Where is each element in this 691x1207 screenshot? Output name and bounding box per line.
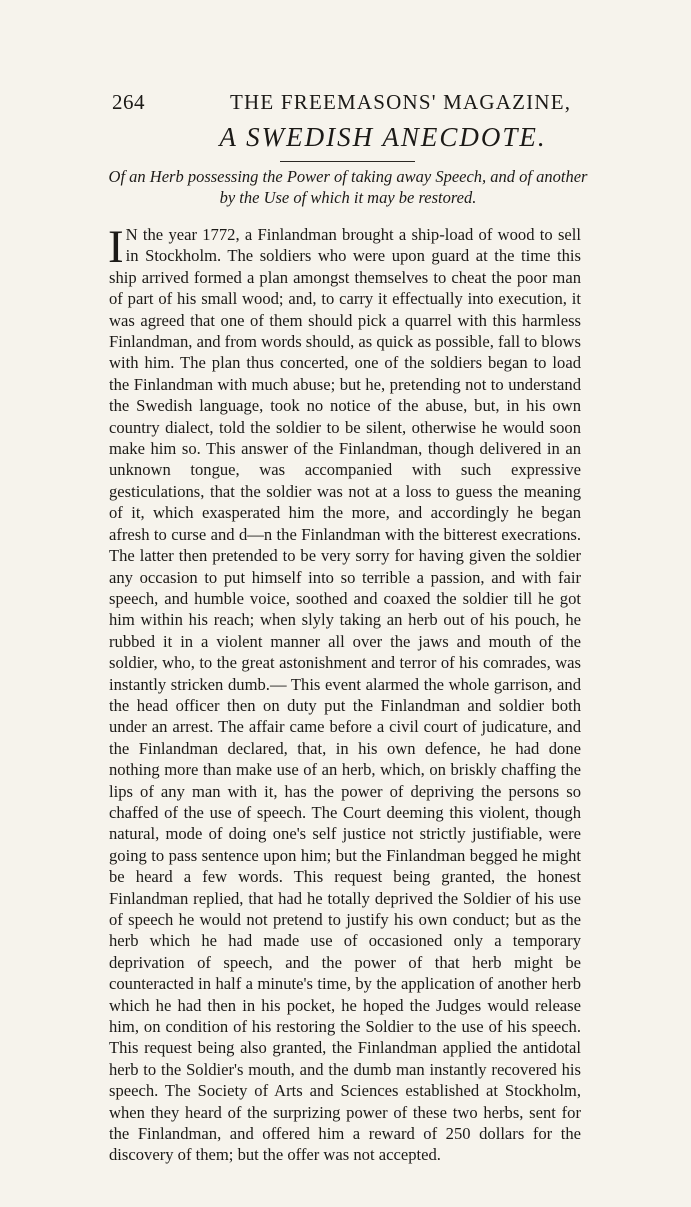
- article-subtitle: Of an Herb possessing the Power of taking away Speech, and of another by the Use of which it may be restored.: [108, 167, 588, 207]
- running-header: [112, 90, 582, 120]
- running-title: THE FREEMASONS' MAGAZINE,: [230, 90, 572, 114]
- article-body: [108, 221, 581, 1166]
- page-number: 264: [112, 90, 145, 114]
- title-rule: [280, 161, 415, 162]
- body-paragraph: N the year 1772, a Finlandman brought a ship-load of wood to sell in Stockholm. The soldiers who were upon guard at the time this ship arrived formed a plan amongst themselves to cheat the poor man of part of his small wood; and, to carry it effectually into execution, it was agreed that one of them should pick a quarrel with this harmless Finlandman, and from words should, as quick as possible, fall to blows with him. The plan thus concerted, one of the soldiers began to load the Finlandman with much abuse; but he, pretending not to understand the Swedish language, took no notice of the abuse, but, in his own country dialect, told the soldier to be silent, otherwise he would soon make him so. This answer of the Finlandman, though delivered in an unknown tongue, was accompanied with such expressive gesticulations, that the soldier was not at a loss to guess the meaning of it, which exasperated him the more, and accordingly he began afresh to curse and d—n the Finlandman with the bitterest execrations. The latter then pretended to be very sorry for having given the soldier any occasion to put himself into so terrible a passion, and with fair speech, and humble voice, soothed and coaxed the soldier till he got him within his reach; when slyly taking an herb out of his pouch, he rubbed it in a violent manner all over the jaws and mouth of the soldier, who, to the great astonishment and terror of his comrades, was instantly stricken dumb.— This event alarmed the whole garrison, and the head officer then on duty put the Finlandman and soldier both under an arrest. The affair came before a civil court of judicature, and the Finlandman declared, that, in his own defence, he had done nothing more than make use of an herb, which, on briskly chaffing the lips of any man with it, has the power of depriving the persons so chaffed of the use of speech. The Court deeming this violent, though natural, mode of doing one's self justice not strictly justifiable, were going to pass sentence upon him; but the Finlandman begged he might be heard a few words. This request being granted, the honest Finlandman replied, that had he totally deprived the Soldier of his use of speech he would not pretend to justify his own conduct; but as the herb which he had made use of occasioned only a temporary deprivation of speech, and the power of that herb might be counteracted in half a minute's time, by the application of another herb which he had then in his pocket, he hoped the Judges would release him, on condition of his restoring the Soldier to the use of his speech. This request being also granted, the Finlandman applied the antidotal herb to the Soldier's mouth, and the dumb man instantly recovered his speech. The Society of Arts and Sciences established at Stockholm, when they heard of the surprizing power of these two herbs, sent for the Finlandman, and offered him a reward of 250 dollars for the discovery of them; but the offer was not accepted.: [109, 225, 581, 1165]
- drop-cap: I: [108, 221, 124, 273]
- article-title: A SWEDISH ANECDOTE.: [219, 122, 547, 152]
